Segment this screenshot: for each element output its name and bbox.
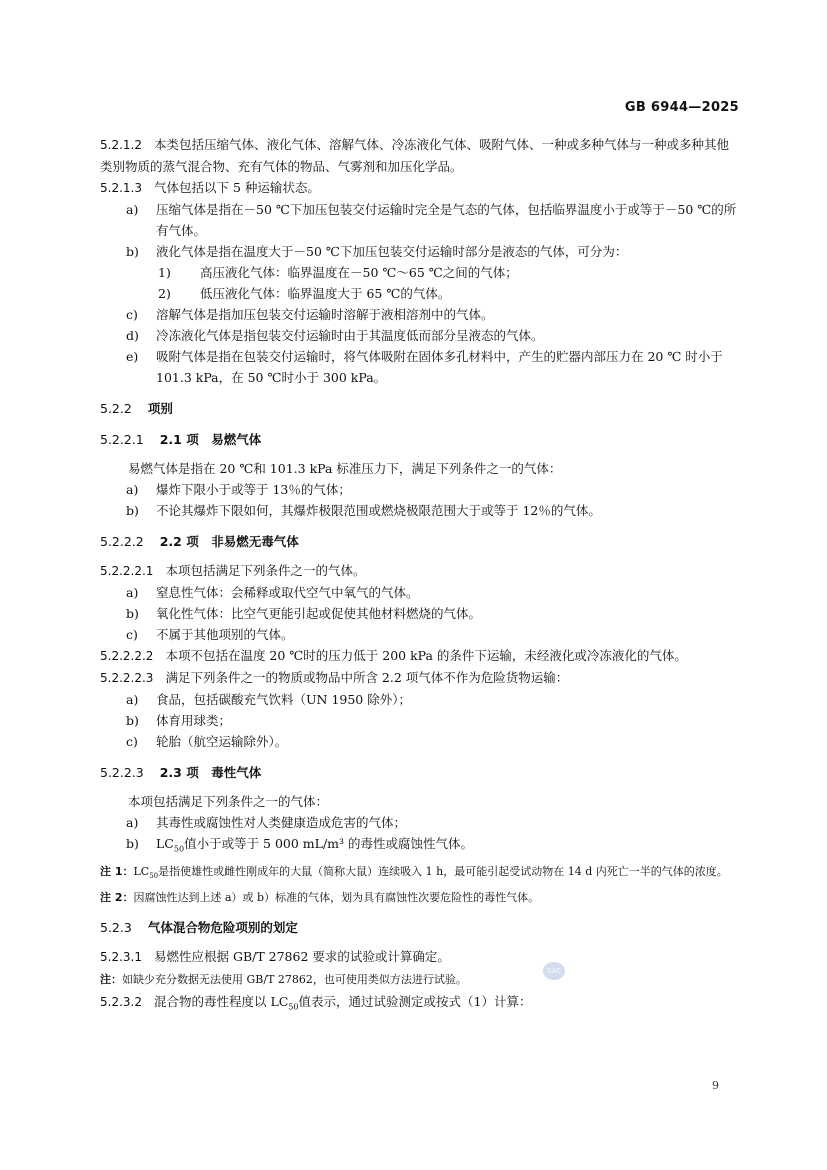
item-text: 溶解气体是指加压包装交付运输时溶解于液相溶剂中的气体。 (156, 307, 494, 322)
clause-5-2-3-2 (100, 991, 740, 1018)
item-text: 不论其爆炸下限如何，其爆炸极限范围或燃烧极限范围大于或等于 12％的气体。 (156, 503, 601, 518)
clause-text: 混合物的毒性程度以 LC (153, 993, 289, 1009)
clause-number: 5.2.2.2.3 (100, 671, 154, 685)
list-item (100, 304, 740, 325)
list-item (100, 833, 740, 860)
sub-list-item (100, 262, 740, 283)
note-text: 因腐蚀性达到上述 a）或 b）标准的气体，划为具有腐蚀性次要危险性的毒性气体。 (133, 890, 540, 904)
list-item (100, 199, 740, 241)
list-item (100, 500, 740, 521)
item-text: 食品，包括碳酸充气饮料（UN 1950 除外）； (156, 692, 411, 707)
item-label: a) (126, 482, 139, 497)
item-label: a) (126, 585, 139, 600)
note-text: LC (133, 864, 150, 878)
sac-watermark-logo: SAC (543, 962, 565, 980)
list-item (100, 812, 740, 833)
item-text: 压缩气体是指在－50 ℃下加压包装交付运输时完全是气态的气体，包括临界温度小于或等于－50 ℃的所有气体。 (156, 202, 737, 238)
note-label: 注 2： (100, 890, 134, 904)
clause-5-2-2-2-2 (100, 645, 740, 667)
clause-5-2-1-3 (100, 177, 740, 199)
clause-number: 5.2.1.2 (100, 138, 142, 152)
item-label: b) (126, 244, 139, 259)
clause-text: 值表示，通过试验测定或按式（1）计算： (298, 993, 532, 1009)
clause-text: 本项不包括在温度 20 ℃时的压力低于 200 kPa 的条件下运输，未经液化或冷冻液化的气体。 (165, 648, 687, 663)
item-text: 液化气体是指在温度大于－50 ℃下加压包装交付运输时部分是液态的气体，可分为： (156, 244, 628, 259)
list-item (100, 731, 740, 752)
clause-number: 5.2.2.2.2 (100, 649, 154, 663)
heading-number: 5.2.2.3 (100, 765, 144, 780)
clause-5-2-3-1 (100, 946, 740, 968)
heading-title: 2.1 项 易燃气体 (159, 432, 262, 447)
header-standard-code: GB 6944—2025 (624, 100, 739, 115)
item-label: 1) (158, 265, 171, 280)
item-label: c) (126, 307, 138, 322)
sub-list-item (100, 283, 740, 304)
item-text: LC (156, 836, 174, 851)
clause-text: 气体包括以下 5 种运输状态。 (153, 180, 320, 195)
note-1 (100, 862, 740, 886)
section-heading-5-2-2-2 (100, 531, 740, 552)
item-text: 不属于其他项别的气体。 (156, 627, 294, 642)
heading-title: 项别 (147, 401, 173, 416)
paragraph: 易燃气体是指在 20 ℃和 101.3 kPa 标准压力下，满足下列条件之一的气体： (128, 461, 562, 476)
heading-title: 气体混合物危险项别的划定 (147, 919, 298, 935)
item-label: c) (126, 627, 138, 642)
subscript: 50 (288, 1002, 299, 1012)
clause-text: 本项包括满足下列条件之一的气体。 (165, 563, 366, 578)
list-item (100, 346, 740, 388)
item-text: 爆炸下限小于或等于 13％的气体； (156, 482, 351, 497)
item-text: 值小于或等于 5 000 mL/m³ 的毒性或腐蚀性气体。 (184, 836, 473, 851)
list-item (100, 624, 740, 645)
heading-number: 5.2.2.1 (100, 432, 144, 447)
clause-number: 5.2.3.1 (100, 949, 142, 964)
note-label: 注 1： (100, 864, 134, 878)
clause-text: 满足下列条件之一的物质或物品中所含 2.2 项气体不作为危险货物运输： (165, 670, 569, 685)
item-label: e) (126, 349, 139, 364)
heading-title: 2.3 项 毒性气体 (159, 765, 262, 780)
item-label: d) (126, 328, 139, 343)
item-label: a) (126, 202, 139, 217)
list-item (100, 582, 740, 603)
note (100, 970, 740, 989)
note-2 (100, 888, 740, 907)
item-label: a) (126, 692, 139, 707)
heading-number: 5.2.2.2 (100, 534, 144, 549)
clause-5-2-1-2 (100, 134, 740, 177)
list-item (100, 603, 740, 624)
list-item (100, 325, 740, 346)
item-label: b) (126, 606, 139, 621)
clause-5-2-2-2-3 (100, 667, 740, 689)
item-label: b) (126, 836, 139, 851)
item-text: 吸附气体是指在包装交付运输时，将气体吸附在固体多孔材料中，产生的贮器内部压力在 20 ℃ 时小于 101.3 kPa，在 50 ℃时小于 300 kPa。 (156, 349, 723, 385)
item-text: 低压液化气体：临界温度大于 65 ℃的气体。 (200, 286, 451, 301)
paragraph: 本项包括满足下列条件之一的气体： (128, 794, 329, 809)
section-heading-5-2-2-1 (100, 429, 740, 450)
clause-5-2-2-2-1 (100, 560, 740, 582)
section-heading-5-2-3 (100, 917, 740, 938)
heading-number: 5.2.3 (100, 919, 132, 935)
item-text: 高压液化气体：临界温度在－50 ℃～65 ℃之间的气体； (200, 265, 518, 280)
item-label: b) (126, 713, 139, 728)
note-text: 如缺少充分数据无法使用 GB/T 27862，也可使用类似方法进行试验。 (122, 972, 467, 986)
heading-title: 2.2 项 非易燃无毒气体 (159, 534, 299, 549)
clause-number: 5.2.2.2.1 (100, 564, 154, 578)
section-heading-5-2-2-3 (100, 762, 740, 783)
document-body (100, 134, 740, 1017)
list-item (100, 689, 740, 710)
note-text: 是指使雄性或雌性刚成年的大鼠（简称大鼠）连续吸入 1 h，最可能引起受试动物在 14 d 内死亡一半的气体的浓度。 (158, 864, 728, 878)
subscript: 50 (173, 844, 185, 854)
clause-number: 5.2.1.3 (100, 181, 142, 195)
item-label: b) (126, 503, 139, 518)
section-heading-5-2-2 (100, 398, 740, 419)
heading-number: 5.2.2 (100, 401, 132, 416)
note-label: 注： (100, 972, 122, 986)
item-label: c) (126, 734, 138, 749)
item-label: 2) (158, 286, 171, 301)
item-text: 冷冻液化气体是指包装交付运输时由于其温度低而部分呈液态的气体。 (156, 328, 544, 343)
subscript: 50 (149, 871, 159, 880)
item-text: 其毒性或腐蚀性对人类健康造成危害的气体； (156, 815, 407, 830)
clause-text: 易燃性应根据 GB/T 27862 要求的试验或计算确定。 (153, 948, 450, 964)
list-item (100, 710, 740, 731)
page-number: 9 (712, 1079, 719, 1092)
item-text: 窒息性气体：会稀释或取代空气中氧气的气体。 (156, 585, 419, 600)
clause-text: 本类包括压缩气体、液化气体、溶解气体、冷冻液化气体、吸附气体、一种或多种气体与一种或多种其他类别物质的蒸气混合物、充有气体的物品、气雾剂和加压化学品。 (100, 137, 729, 174)
item-text: 轮胎（航空运输除外）。 (156, 734, 288, 749)
list-item (100, 479, 740, 500)
item-text: 体育用球类； (156, 713, 232, 728)
item-text: 氧化性气体：比空气更能引起或促使其他材料燃烧的气体。 (156, 606, 482, 621)
clause-number: 5.2.3.2 (100, 994, 142, 1009)
item-label: a) (126, 815, 139, 830)
list-item (100, 241, 740, 262)
